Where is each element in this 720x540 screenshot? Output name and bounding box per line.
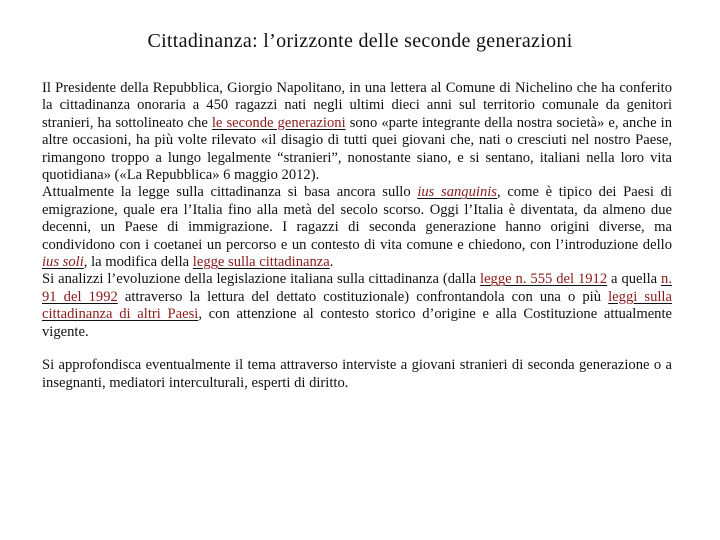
p3-text-2: a quella — [607, 271, 662, 288]
link-legge-91-1992[interactable]: n. 91 del 1992 — [42, 271, 672, 305]
link-ius-soli[interactable]: ius soli — [42, 254, 84, 271]
paragraph-approfondimento — [42, 357, 672, 392]
p3-text-3: attraverso la lettura del dettato costituzionale) confrontandola con una o più — [117, 288, 609, 305]
link-legge-cittadinanza[interactable]: legge sulla cittadinanza — [192, 254, 330, 271]
link-leggi-altri-paesi[interactable]: leggi sulla cittadinanza di altri Paesi — [42, 288, 672, 323]
paragraph-analisi — [42, 271, 672, 341]
p4-text-1: Si approfondisca eventualmente il tema attraverso interviste a giovani stranieri di seconda generazione o a insegnanti, mediatori interculturali, esperti di diritto. — [42, 357, 672, 391]
paragraph-ius-sanguinis — [42, 184, 672, 271]
p1-text-2: sono «parte integrante della nostra società» e, anche in altre occasioni, ha più volte rilevato «il disagio di tutti quei giovani che, nati o cresciuti nel nostro Paese, rimangono troppo a lungo legalmente “stranieri”, nonostante siano, e si sentano, italiani nella loro vita quotidiana» («La Repubblica» 6 maggio 2012). — [42, 114, 672, 184]
link-seconde-generazioni[interactable]: le seconde generazioni — [211, 114, 346, 131]
slide-title: Cittadinanza: l’orizzonte delle seconde generazioni — [147, 30, 573, 52]
p2-text-3: , la modifica della — [83, 254, 193, 271]
p3-text-4: , con attenzione al contesto storico d’origine e alla Costituzione attualmente vigente. — [42, 306, 672, 340]
paragraph-napolitano — [42, 80, 672, 184]
p2-text-4: . — [329, 254, 334, 271]
p1-text-1: Il Presidente della Repubblica, Giorgio Napolitano, in una lettera al Comune di Nichelino che ha conferito la cittadinanza onoraria a 450 ragazzi nati negli ultimi dieci anni sul territorio comunale da genitori stranieri, ha sottolineato che — [42, 80, 672, 131]
p2-text-2: , come è tipico dei Paesi di emigrazione, quale era l’Italia fino alla metà del secolo scorso. Oggi l’Italia è diventata, da almeno due decenni, un Paese di immigrazione. I ragazzi di seconda generazione hanno origini diverse, ma condividono con i coetanei un percorso e un contesto di vita comune e chiedono, con l’introduzione dello — [42, 184, 672, 253]
link-legge-555-1912[interactable]: legge n. 555 del 1912 — [480, 271, 608, 288]
link-ius-sanguinis[interactable]: ius sanguinis — [417, 184, 497, 201]
slide-body — [42, 80, 672, 392]
p3-text-1: Si analizzi l’evoluzione della legislazione italiana sulla cittadinanza (dalla — [42, 271, 481, 288]
p2-text-1: Attualmente la legge sulla cittadinanza si basa ancora sullo — [42, 184, 418, 201]
